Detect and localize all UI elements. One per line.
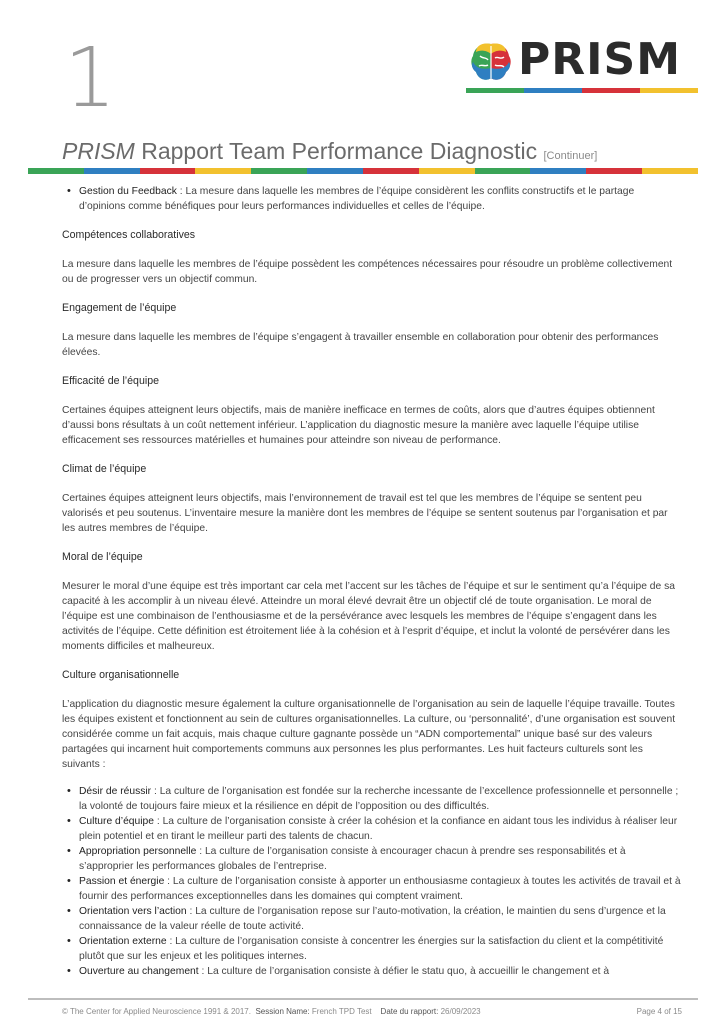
page-content	[62, 184, 682, 979]
section-text: Mesurer le moral d’une équipe est très important car cela met l’accent sur les tâches de l’équipe et sur le sentiment qu’a l’équipe de sa capacité à les accomplir à un niveau élevé. Atteindre un moral élevé devrait être un objectif clé de toute organisation. Le moral de l’équipe est une combinaison de l’enthousiasme et de la persévérance avec lesquels les membres de l’équipe s’engagent dans les activités de l’équipe. Cette définition est étroitement liée à la cohésion et à l’esprit d’équipe, et inclut la volonté de persévérer dans les moments difficiles et malheureux.	[62, 581, 675, 652]
stripe-segment	[195, 168, 251, 174]
logo-wordmark: PRISM	[518, 34, 681, 85]
sections	[62, 228, 682, 772]
list-item	[62, 814, 682, 844]
chapter-number: 1	[64, 31, 117, 126]
bullet-term: Culture d’équipe	[79, 816, 154, 827]
stripe-segment	[140, 168, 196, 174]
list-item	[62, 874, 682, 904]
stripe-segment	[307, 168, 363, 174]
section-heading: Climat de l’équipe	[62, 463, 147, 475]
section-heading: Moral de l’équipe	[62, 551, 143, 563]
bullet-text: : La culture de l’organisation consiste à apporter un enthousiasme contagieux à toutes les activités de travail et à fournir des performances exceptionnelles dans les domaines qui comptent vraiment.	[79, 876, 681, 902]
bullet-term: Orientation vers l’action	[79, 906, 187, 917]
brain-icon	[468, 40, 514, 84]
bullet-term: Désir de réussir	[79, 786, 152, 797]
stripe-segment	[251, 168, 307, 174]
bullet-term: Appropriation personnelle	[79, 846, 197, 857]
bullet-text: : La culture de l’organisation repose sur l’auto-motivation, la création, le maintien du sens d’urgence et la connaissance de la valeur réelle de toute activité.	[79, 906, 666, 932]
section-text: La mesure dans laquelle les membres de l’équipe possèdent les compétences nécessaires pour résoudre un problème collectivement ou de progresser vers un objectif commun.	[62, 259, 673, 285]
footer-session-label: Session Name:	[255, 1007, 310, 1016]
section-text: La mesure dans laquelle les membres de l’équipe s’engagent à travailler ensemble en collaboration pour obtenir des performances élevées.	[62, 332, 659, 358]
page-footer	[62, 1007, 682, 1016]
prism-logo	[466, 34, 698, 94]
stripe-segment	[475, 168, 531, 174]
list-item	[62, 784, 682, 814]
list-item	[62, 184, 682, 214]
footer-session-value: French TPD Test	[311, 1007, 372, 1016]
bullet-term: Orientation externe	[79, 936, 167, 947]
bullet-text: : La culture de l’organisation consiste à créer la cohésion et la confiance en aidant tous les individus à réaliser leur plein potentiel et en tirant le meilleur parti des talents de chacun.	[79, 816, 678, 842]
bullet-term: Gestion du Feedback	[79, 186, 177, 197]
title-color-stripe	[28, 168, 698, 174]
section-text: Certaines équipes atteignent leurs objectifs, mais l’environnement de travail est tel que les membres de l’équipe se sentent peu valorisés et peu soutenus. L’inventaire mesure la manière dont les membres de l’équipe se sentent soutenus par l’organisation et par les autres membres de l’équipe.	[62, 493, 668, 534]
report-title-continue: [Continuer]	[543, 150, 598, 162]
section-heading: Compétences collaboratives	[62, 229, 196, 241]
bullet-text: : La culture de l’organisation consiste à encourager chacun à prendre ses responsabilités et à s’approprier les performances globales de l’entreprise.	[79, 846, 626, 872]
bullet-text: : La culture de l’organisation consiste à concentrer les énergies sur la satisfaction du client et la compétitivité plutôt que sur les enjeux et les politiques internes.	[79, 936, 664, 962]
section-text: Certaines équipes atteignent leurs objectifs, mais de manière inefficace en termes de coûts, alors que d’autres équipes obtiennent d’aussi bons résultats à un coût nettement inférieur. L’application du diagnostic mesure la manière avec laquelle l’équipe utilise efficacement ses ressources matérielles et humaines pour atteindre son niveau de performance.	[62, 405, 655, 446]
bullet-term: Passion et énergie	[79, 876, 165, 887]
section-heading: Efficacité de l’équipe	[62, 375, 159, 387]
stripe-segment	[419, 168, 475, 174]
section-text: L’application du diagnostic mesure également la culture organisationnelle de l’organisation au sein de laquelle l’équipe travaille. Toutes les équipes existent et fonctionnent au sein de cultures organisationnelles. La culture, ou ‘personnalité’, d’une organisation est souvent considérée comme un fait acquis, mais chaque culture gagnante possède un “ADN comportemental” unique basé sur des valeurs partagées qui incarnent huit comportements communs aux personnes les plus performantes. Les huit facteurs culturels sont les suivants :	[62, 699, 676, 770]
stripe-segment	[28, 168, 84, 174]
bullet-text: : La mesure dans laquelle les membres de l’équipe considèrent les conflits constructifs et le partage d’opinions comme bénéfiques pour leurs performances individuelles et celles de l’équipe.	[79, 186, 635, 212]
feedback-bullet-list	[62, 184, 682, 214]
list-item	[62, 904, 682, 934]
report-title-brand: PRISM	[62, 138, 135, 164]
bullet-text: : La culture de l’organisation consiste à défier le statu quo, à accueillir le changement et à	[198, 966, 610, 977]
bullet-term: Ouverture au changement	[79, 966, 199, 977]
section-heading: Culture organisationnelle	[62, 669, 180, 681]
stripe-segment	[530, 168, 586, 174]
footer-date-value: 26/09/2023	[440, 1007, 481, 1016]
list-item	[62, 964, 682, 979]
report-title-text: Rapport Team Performance Diagnostic	[141, 138, 538, 164]
footer-date-label: Date du rapport:	[380, 1007, 439, 1016]
footer-page-number: Page 4 of 15	[636, 1007, 682, 1016]
footer-copyright: © The Center for Applied Neuroscience 1991 & 2017.	[62, 1007, 251, 1016]
report-title	[62, 138, 597, 165]
list-item	[62, 844, 682, 874]
stripe-segment	[84, 168, 140, 174]
stripe-segment	[642, 168, 698, 174]
footer-divider	[28, 998, 698, 1000]
bullet-text: : La culture de l’organisation est fondée sur la recherche incessante de l’excellence professionnelle et personnelle ; la volonté de toujours faire mieux et la résilience en dépit de l’opposition ou des difficultés.	[79, 786, 679, 812]
stripe-segment	[586, 168, 642, 174]
list-item	[62, 934, 682, 964]
section-heading: Engagement de l’équipe	[62, 302, 177, 314]
logo-color-stripe	[466, 88, 698, 93]
culture-factor-list	[62, 784, 682, 979]
stripe-segment	[363, 168, 419, 174]
